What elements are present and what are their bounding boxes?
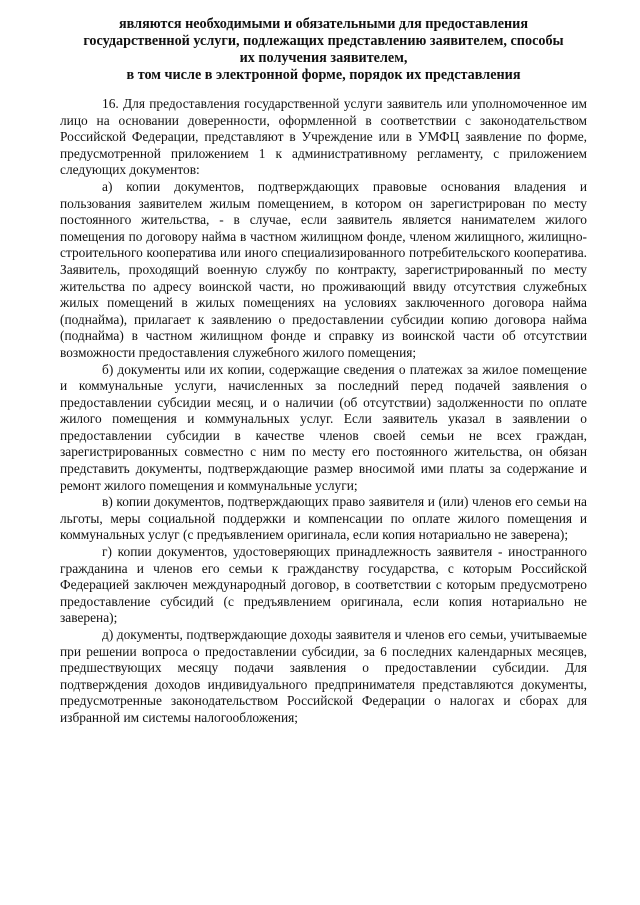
- paragraph-16: 16. Для предоставления государственной услуги заявитель или уполномоченное им лицо на основании доверенности, оформленной в соответствии с законодательством Российской Федерации, представляют в Учреждение или в УМФЦ заявление по форме, предусмотренной приложением 1 к административному регламенту, с приложением следующих документов:: [60, 96, 587, 178]
- section-heading: [60, 16, 587, 84]
- document-body: [60, 96, 587, 727]
- heading-line: в том числе в электронной форме, порядок их представления: [126, 67, 521, 83]
- heading-line: их получения заявителем,: [239, 50, 408, 66]
- paragraph-item-a: а) копии документов, подтверждающих правовые основания владения и пользования заявителем жилым помещением, в котором он зарегистрирован по месту постоянного жительства, - в случае, если заявитель является нанимателем жилого помещения по договору найма в частном жилищном фонде, членом жилищного, жилищно-строительного кооператива или иного специализированного потребительского кооператива. Заявитель, проходящий военную службу по контракту, зарегистрированный по месту жительства по адресу воинской части, но проживающий ввиду отсутствия служебных жилых помещений в жилых помещениях на условиях заключенного договора найма (поднайма), прилагает к заявлению о предоставлении субсидии копию договора найма (поднайма) в частном жилищном фонде и справку из воинской части об отсутствии возможности предоставления служебного жилого помещения;: [60, 178, 587, 360]
- paragraph-item-g: г) копии документов, удостоверяющих принадлежность заявителя - иностранного гражданина и членов его семьи к гражданству государства, с которым Российской Федерацией заключен международный договор, в соответствии с которым предусмотрено предоставление субсидий (с предъявлением оригинала, если копия нотариально не заверена);: [60, 544, 587, 626]
- heading-line: являются необходимыми и обязательными для предоставления: [118, 16, 529, 32]
- paragraph-item-d: д) документы, подтверждающие доходы заявителя и членов его семьи, учитываемые при решении вопроса о предоставлении субсидии, за 6 последних календарных месяцев, предшествующих месяцу подачи заявления о предоставлении субсидии. Для подтверждения доходов индивидуального предпринимателя представляются документы, предусмотренные законодательством Российской Федерации о налогах и сборах для избранной им системы налогообложения;: [60, 627, 587, 725]
- heading-line: государственной услуги, подлежащих представлению заявителем, способы: [83, 33, 564, 49]
- paragraph-item-b: б) документы или их копии, содержащие сведения о платежах за жилое помещение и коммунальные услуги, начисленных за последний перед подачей заявления о предоставлении субсидии месяц, и о наличии (об отсутствии) задолженности по оплате жилого помещения и коммунальных услуг. Если заявитель указал в заявлении о предоставлении субсидии в качестве членов своей семьи не всех граждан, зарегистрированных совместно с ним по месту его постоянного жительства, он обязан представить документы, подтверждающие размер вносимой ими платы за содержание и ремонт жилого помещения и коммунальные услуги;: [60, 361, 587, 493]
- paragraph-item-v: в) копии документов, подтверждающих право заявителя и (или) членов его семьи на льготы, меры социальной поддержки и компенсации по оплате жилого помещения и коммунальных услуг (с предъявлением оригинала, если копия нотариально не заверена);: [60, 494, 587, 543]
